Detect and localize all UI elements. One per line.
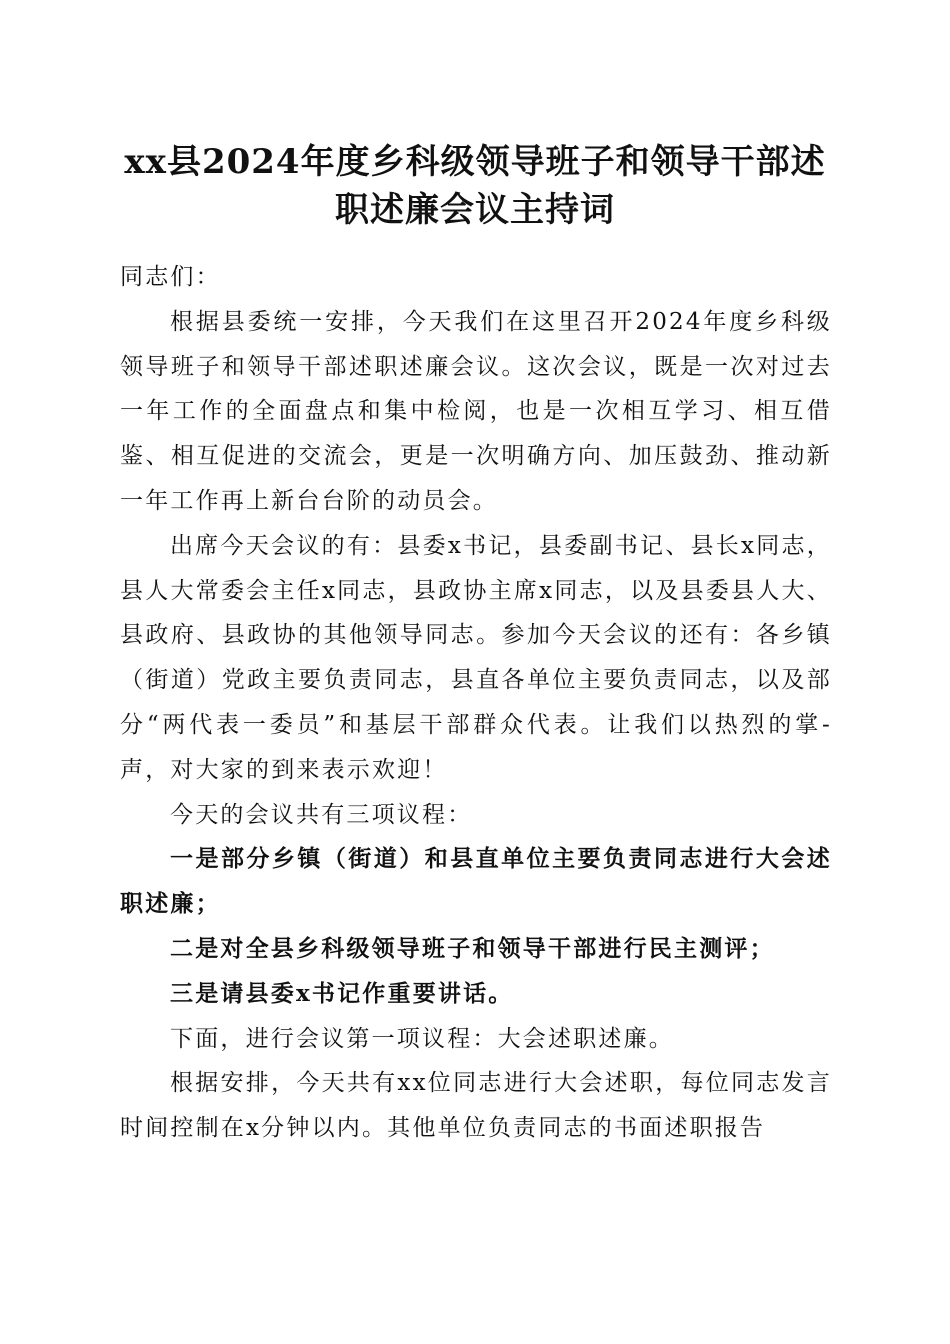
salutation: 同志们： bbox=[120, 264, 221, 290]
document-title bbox=[100, 138, 850, 234]
paragraph-first-item: 下面，进行会议第一项议程：大会述职述廉。 bbox=[170, 1025, 674, 1052]
agenda-item-2: 二是对全县乡科级领导班子和领导干部进行民主测评； bbox=[170, 934, 775, 962]
agenda-item-1: 一是部分乡镇（街道）和县直单位主要负责同志进行大会述职述廉； bbox=[120, 845, 832, 918]
agenda-item-3: 三是请县委x书记作重要讲话。 bbox=[170, 979, 514, 1007]
title-line-2: 职述廉会议主持词 bbox=[335, 190, 615, 230]
paragraph-agenda-intro: 今天的会议共有三项议程： bbox=[170, 801, 473, 828]
paragraph-intro: 根据县委统一安排，今天我们在这里召开2024年度乡科级领导班子和领导干部述职述廉会议。这次会议，既是一次对过去一年工作的全面盘点和集中检阅，也是一次相互学习、相互借鉴、相互促进的交流会，更是一次明确方向、加压鼓劲、推动新一年工作再上新台台阶的动员会。 bbox=[120, 308, 832, 514]
title-line-1: xx县2024年度乡科级领导班子和领导干部述 bbox=[124, 142, 826, 182]
paragraph-attendees: 出席今天会议的有：县委x书记，县委副书记、县长x同志，县人大常委会主任x同志，县政协主席x同志，以及县委县人大、县政府、县政协的其他领导同志。参加今天会议的还有：各乡镇（街道）党政主要负责同志，县直各单位主要负责同志，以及部分“两代表一委员”和基层干部群众代表。让我们以热烈的掌-声，对大家的到来表示欢迎！ bbox=[120, 532, 832, 783]
document-body bbox=[120, 255, 832, 1151]
paragraph-arrangement: 根据安排，今天共有xx位同志进行大会述职，每位同志发言时间控制在x分钟以内。其他单位负责同志的书面述职报告 bbox=[120, 1070, 832, 1142]
